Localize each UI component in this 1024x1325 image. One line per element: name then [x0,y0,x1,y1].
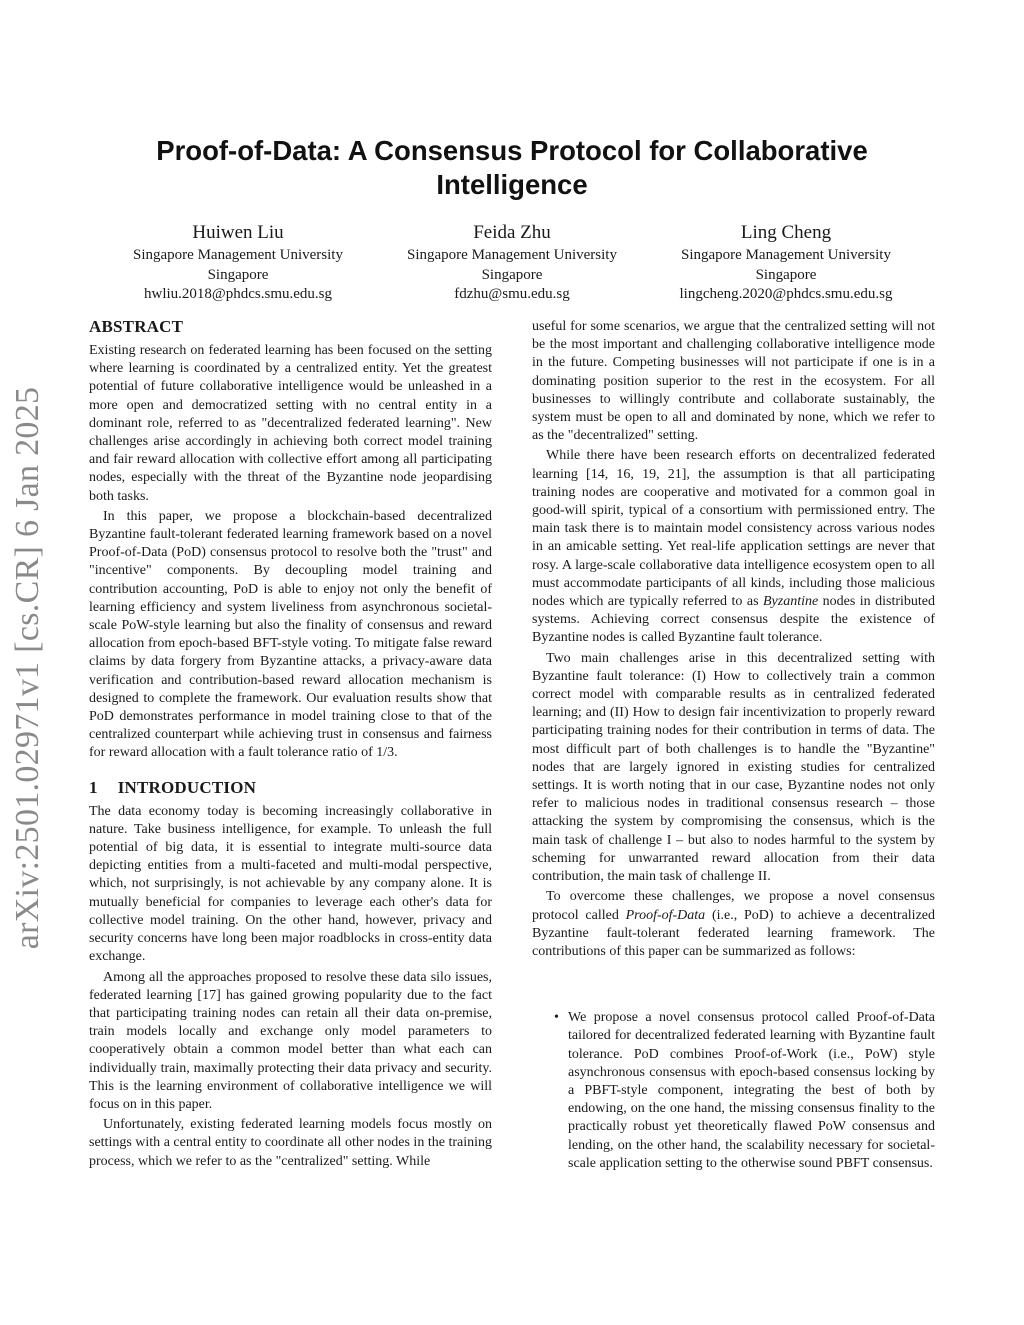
arxiv-identifier-text: arXiv:2501.02971v1 [cs.CR] 6 Jan 2025 [9,386,46,950]
text-run: nodes in distributed systems. Achieving correct consensus despite the existence of Byzantine nodes is called Byzantine fault tolerance. [532,594,936,646]
author-block [641,220,931,305]
author-name: Feida Zhu [473,222,551,243]
paper-title: Proof-of-Data: A Consensus Protocol for Collaborative Intelligence [156,135,868,200]
author-block [93,220,383,305]
arxiv-identifier [6,378,50,958]
body-paragraph: Among all the approaches proposed to resolve these data silo issues, federated learning [17] has gained growing popularity due to the fact that participating training nodes can retain all their data on-premise, train models locally and exchange only model parameters to cooperatively obtain a common model better than what each can individually train, maximally protecting their data privacy and security. This is the learning environment of collaborative intelligence we will focus on in this paper. [89,969,492,1112]
author-affiliation: Singapore Management University [681,247,891,263]
author-country: Singapore [755,266,817,283]
body-paragraph: Two main challenges arise in this decentralized setting with Byzantine fault tolerance: (I) How to collectively train a common correct model with comparable results as in centralized federated learning; and (II) How to design fair incentivization to properly reward participating training nodes for their contribution in terms of data. The most difficult part of both challenges is to handle the "Byzantine" nodes that are largely ignored in existing studies for centralized settings. It is worth noting that in our case, Byzantine nodes not only refer to malicious nodes in traditional consensus research – those attacking the system by compromising the consensus, which is the main task of challenge I – but also to nodes harmful to the system by scheming for unwarranted reward allocation from their data contribution, the main task of challenge II. [532,650,935,885]
left-column [89,316,492,1171]
list-item-text: We propose a novel consensus protocol called Proof-of-Data tailored for decentralized federated learning with Byzantine fault tolerance. PoD combines Proof-of-Work (i.e., PoW) style asynchronous consensus with epoch-based consensus locking by a PBFT-style component, integrating the best of both by endowing, on the one hand, the missing consensus finality to the practically robust yet theoretically flawed PoW consensus and lending, on the other hand, the scalability necessary for societal-scale application setting to the otherwise sound PBFT consensus. [568,1010,935,1171]
author-email: lingcheng.2020@phdcs.smu.edu.sg [679,286,893,302]
text-run: (i.e., PoD) to achieve a decentralized Byzantine fault-tolerant federated learning framework. The contributions of this paper can be summarized as follows: [532,907,935,959]
author-country: Singapore [207,266,269,283]
list-item [554,1009,935,1173]
abstract-paragraph: Existing research on federated learning has been focused on the setting where learning is coordinated by a centralized entity. Yet the greatest potential of future collaborative intelligence would be unleashed in a more open and democratized setting with no central entity in a dominant role, referred to as "decentralized federated learning". New challenges arise accordingly in achieving both correct model training and fair reward allocation with collective effort among all participating nodes, especially with the threat of the Byzantine node jeopardising both tasks. [89,343,492,504]
right-column [532,318,935,1173]
section-number: 1 [89,777,98,797]
author-affiliation: Singapore Management University [407,247,617,263]
author-block [367,220,657,305]
emphasis-term: Proof-of-Data [625,907,706,923]
bullet-icon: • [554,1010,559,1026]
body-paragraph: Unfortunately, existing federated learning models focus mostly on settings with a central entity to coordinate all other nodes in the training process, which we refer to as the "centralized" setting. While [89,1117,492,1169]
section-title: INTRODUCTION [117,777,257,797]
abstract-paragraph: In this paper, we propose a blockchain-based decentralized Byzantine fault-tolerant federated learning framework based on a novel Proof-of-Data (PoD) consensus protocol to resolve both the "trust" and "incentive" components. By decoupling model training and contribution accounting, PoD is able to enjoy not only the benefit of learning efficiency and system liveliness from asynchronous societal-scale PoW-style learning but also the finality of consensus and reward allocation from epoch-based BFT-style voting. To mitigate false reward claims by data forgery from Byzantine attacks, a privacy-aware data verification and contribution-based reward allocation mechanism is designed to complete the framework. Our evaluation results show that PoD demonstrates performance in model training close to that of the centralized counterpart while achieving trust in consensus and fairness for reward allocation with a fault tolerance ratio of 1/3. [89,508,492,761]
body-paragraph: The data economy today is becoming increasingly collaborative in nature. Take business intelligence, for example. To unleash the full potential of big data, it is essential to integrate multi-source data depicting entities from a multi-faceted and multi-modal perspective, which, not surprisingly, is not achievable by any company alone. It is mutually beneficial for companies to leverage each other's data for collective model training. On the other hand, however, privacy and security concerns have long been major roadblocks in cross-entity data exchange. [89,803,492,965]
author-name: Ling Cheng [740,222,832,243]
author-country: Singapore [481,266,543,283]
text-run: To overcome these challenges, we propose a novel consensus protocol called [532,889,935,923]
author-email: hwliu.2018@phdcs.smu.edu.sg [144,286,332,302]
author-affiliation: Singapore Management University [133,247,343,263]
text-run: While there have been research efforts on decentralized federated learning [14, 16, 19, 21], the assumption is that all participating training nodes are cooperative and motivated for a common goal in good-will spirit, typical of a consortium with permissioned entry. The main task there is to maintain model consistency across various nodes in an amicable setting. Yet real-life application settings are never that rosy. A large-scale collaborative data intelligence ecosystem open to all must accommodate participants of all kinds, including those malicious nodes which are typically referred to as [532,448,935,610]
emphasis-term: Byzantine [762,594,819,610]
body-paragraph: useful for some scenarios, we argue that the centralized setting will not be the most important and challenging collaborative intelligence mode in the future. Competing businesses will not participate if one is in a dominating position superior to the rest in the ecosystem. For all businesses to willingly contribute and collaborate sustainably, the system must be open to all and dominated by none, which we refer to as the "decentralized" setting. [532,319,935,444]
abstract-heading: ABSTRACT [89,317,184,336]
author-email: fdzhu@smu.edu.sg [454,286,570,302]
introduction-heading [89,777,492,799]
contribution-list [532,1009,935,1173]
body-paragraph [532,888,935,961]
author-name: Huiwen Liu [192,222,284,243]
body-paragraph [532,447,935,647]
